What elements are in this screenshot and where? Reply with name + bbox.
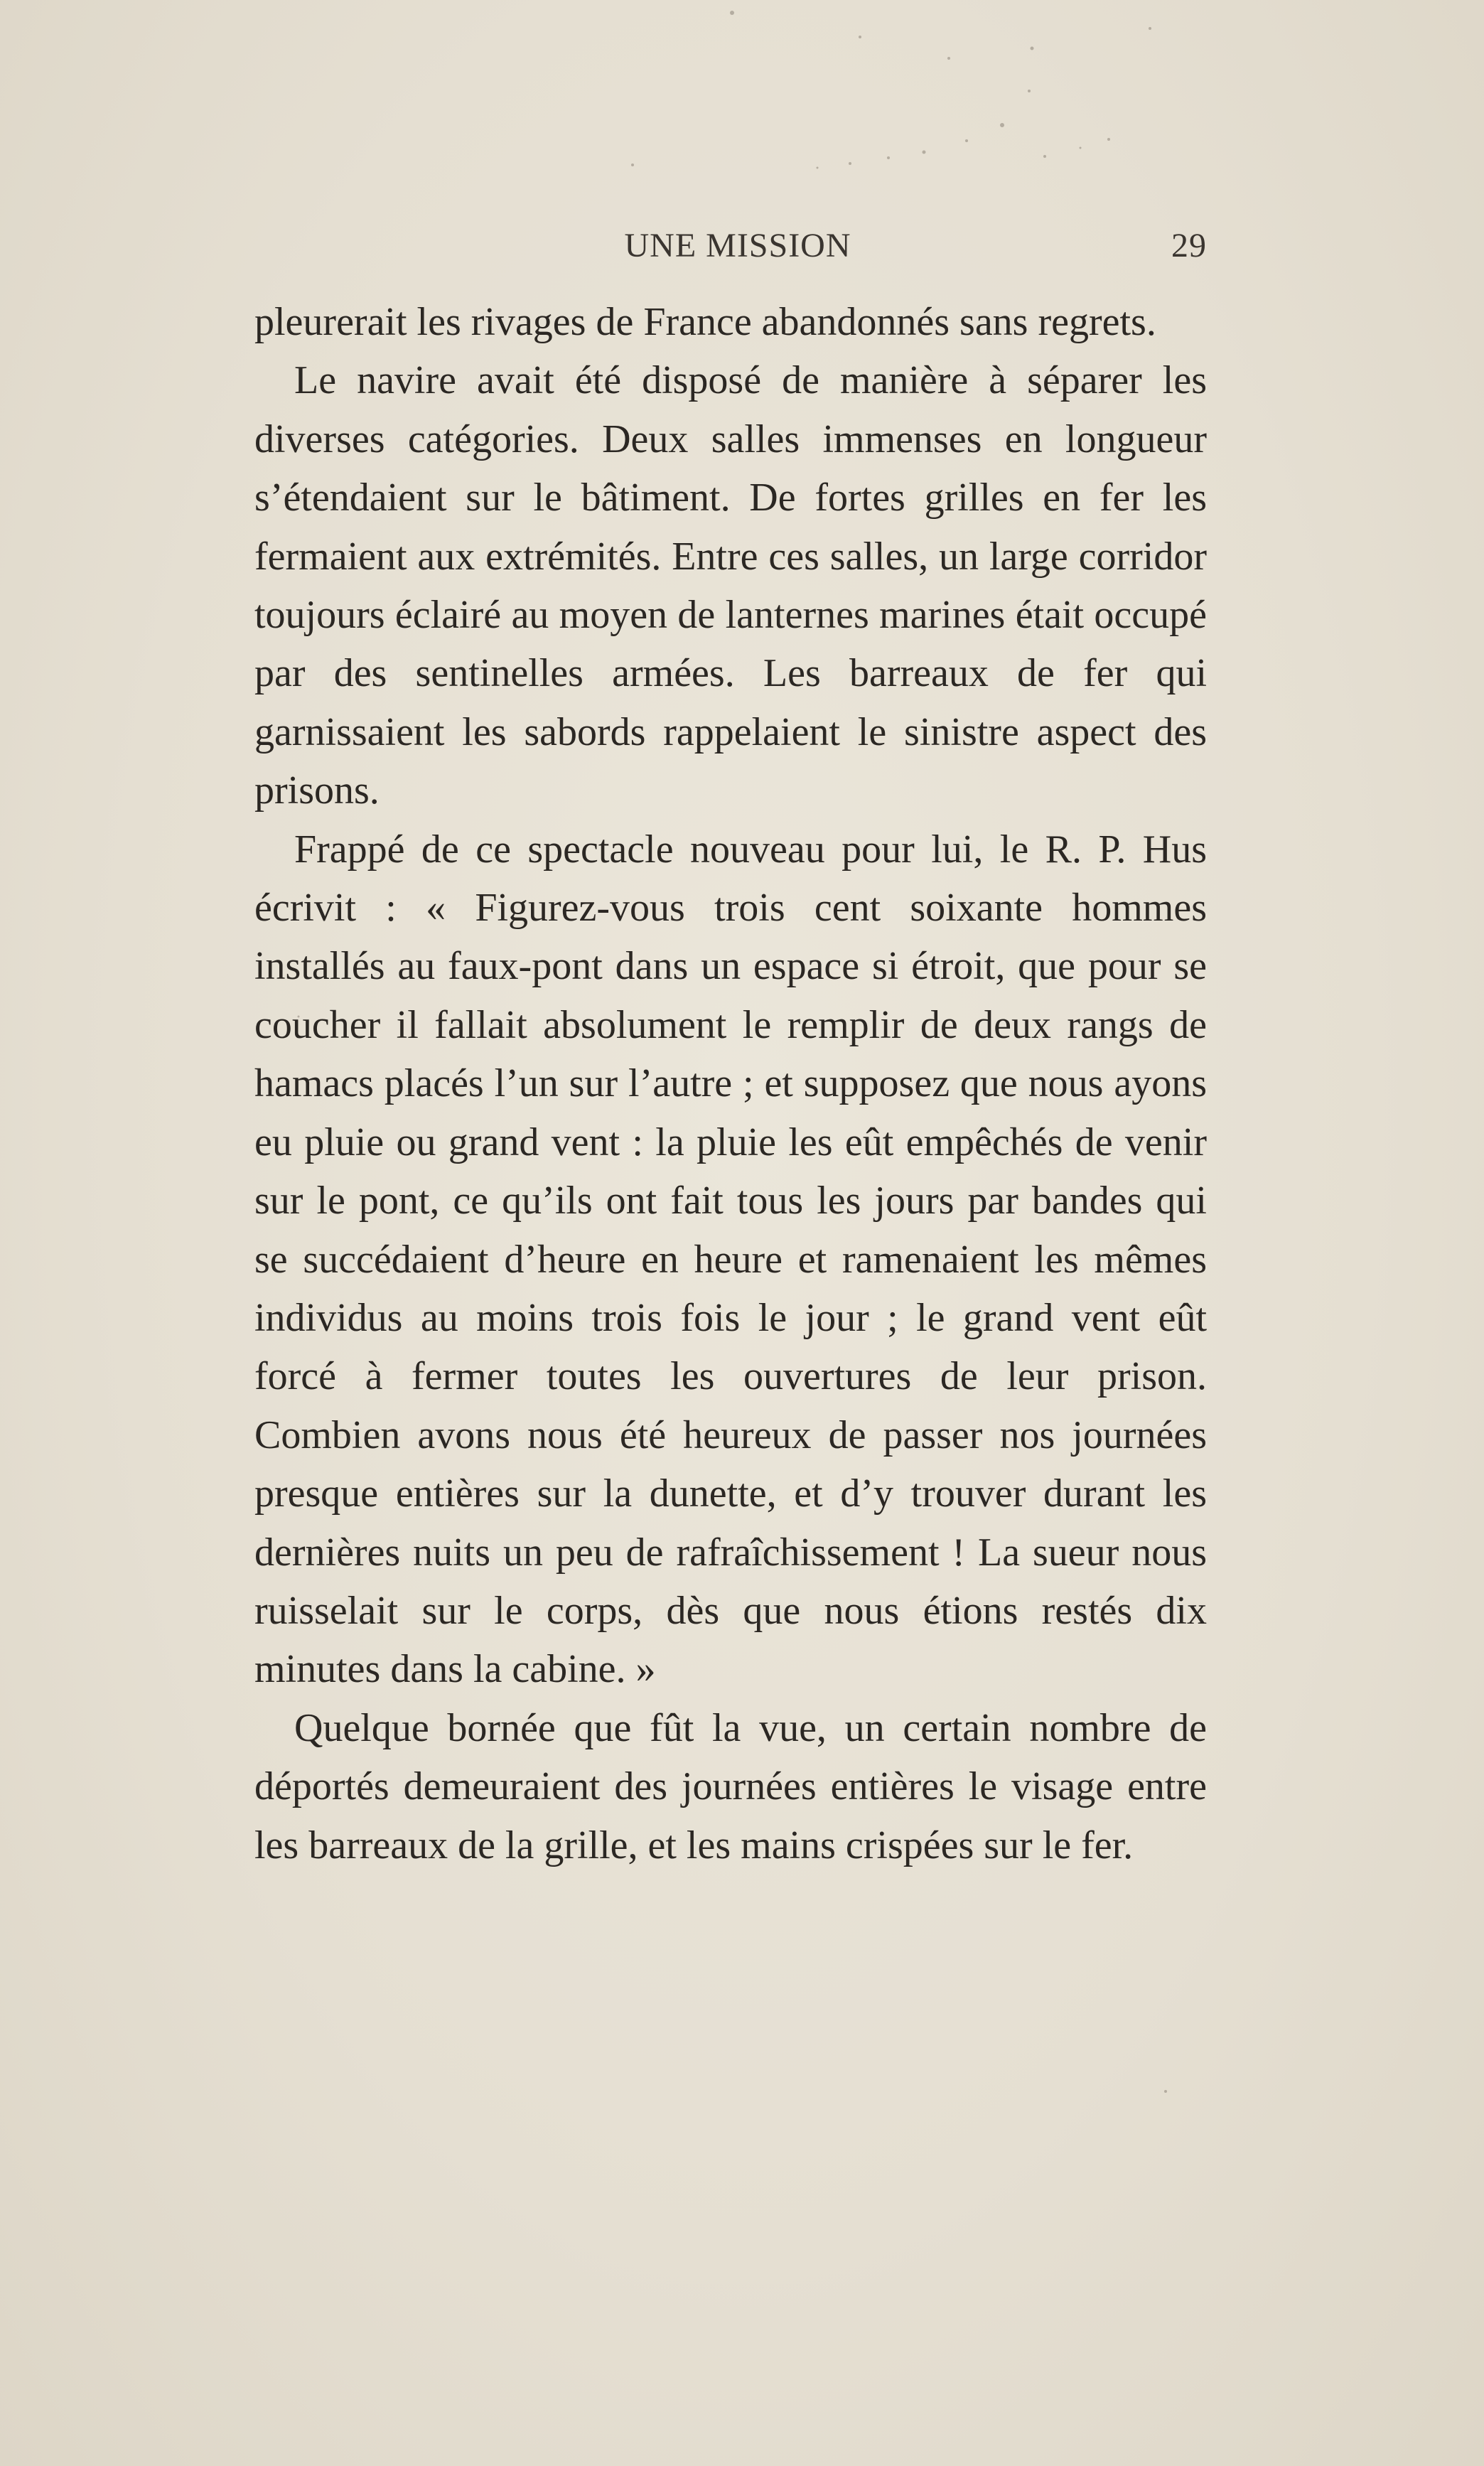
paragraph: Frappé de ce spectacle nouveau pour lui, le R. P. Hus écrivit : « Figurez-vous trois cent soixante hommes installés au faux-pont dans un espace si étroit, que pour se coucher il fallait absolument le remplir de deux rangs de hamacs placés l’un sur l’autre ; et supposez que nous ayons eu pluie ou grand vent : la pluie les eût empêchés de venir sur le pont, ce qu’ils ont fait tous les jours par bandes qui se succédaient d’heure en heure et ramenaient les mêmes individus au moins trois fois le jour ; le grand vent eût forcé à fermer toutes les ouvertures de leur prison. Combien avons nous été heureux de passer nos journées presque entières sur la dunette, et d’y trouver durant les dernières nuits un peu de rafraîchissement ! La sueur nous ruisselait sur le corps, dès que nous étions restés dix minutes dans la cabine. »: [254, 827, 1207, 1692]
running-title: UNE MISSION: [624, 227, 851, 264]
running-head: [254, 226, 1207, 276]
text-body: [254, 293, 1207, 1875]
paragraph-continuation: pleurerait les rivages de France abandonnés sans regrets.: [254, 300, 1156, 344]
paragraph: Quelque bornée que fût la vue, un certain nombre de déportés demeuraient des journées entières le visage entre les barreaux de la grille, et les mains crispées sur le fer.: [254, 1705, 1207, 1867]
page-number: 29: [1171, 227, 1207, 264]
paragraph: Le navire avait été disposé de manière à séparer les diverses catégories. Deux salles immenses en longueur s’étendaient sur le bâtiment. De fortes grilles en fer les fermaient aux extrémités. Entre ces salles, un large corridor toujours éclairé au moyen de lanternes marines était occupé par des sentinelles armées. Les barreaux de fer qui garnissaient les sabords rappelaient le sinistre aspect des prisons.: [254, 358, 1207, 813]
